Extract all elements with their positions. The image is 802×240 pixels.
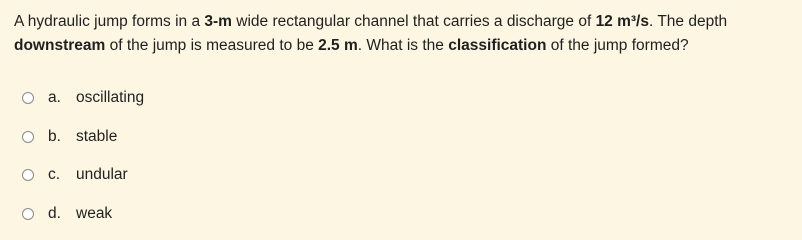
option-letter: b.: [48, 127, 61, 145]
question-bold-depth: 2.5 m: [318, 37, 358, 54]
radio-button-icon[interactable]: [22, 92, 34, 104]
question-text-part: of the jump is measured to be: [105, 37, 319, 54]
option-letter: c.: [48, 166, 61, 183]
option-label[interactable]: oscillating: [76, 89, 145, 106]
answer-options: [22, 86, 144, 240]
question-bold-discharge: 12 m³/s: [595, 13, 649, 30]
question-text-part: wide rectangular channel that carries a discharge of: [231, 13, 596, 30]
question-text-part: A hydraulic jump forms in a: [14, 13, 205, 30]
option-d[interactable]: [22, 202, 144, 226]
option-label[interactable]: weak: [76, 204, 113, 222]
option-b[interactable]: [22, 125, 144, 149]
question-text-part: . The depth: [648, 13, 728, 30]
question-bold-downstream: downstream: [14, 37, 106, 54]
option-letter: d.: [48, 204, 61, 222]
option-a[interactable]: [22, 86, 144, 110]
question-bold-classification: classification: [448, 37, 547, 54]
option-c[interactable]: [22, 163, 144, 187]
radio-button-icon[interactable]: [22, 131, 34, 143]
question-text: [14, 10, 794, 58]
radio-button-icon[interactable]: [22, 208, 34, 220]
radio-button-icon[interactable]: [22, 169, 34, 181]
option-label[interactable]: stable: [76, 127, 118, 145]
question-text-part: of the jump formed?: [546, 37, 689, 54]
option-letter: a.: [48, 89, 61, 106]
question-text-part: . What is the: [357, 37, 449, 54]
question-bold-width: 3-m: [204, 13, 232, 30]
option-label[interactable]: undular: [76, 166, 128, 183]
